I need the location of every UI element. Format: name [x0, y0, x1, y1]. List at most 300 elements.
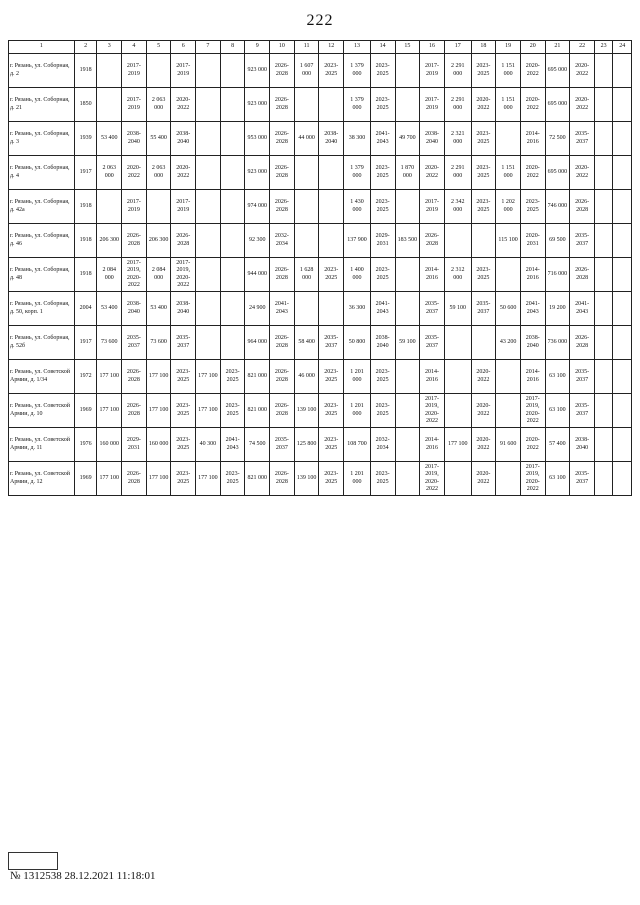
table-cell: 2023-2025	[471, 258, 496, 292]
table-cell	[496, 122, 521, 156]
table-cell: 2026-2028	[270, 394, 295, 428]
table-cell: 2 291 000	[444, 54, 471, 88]
table-cell: 2026-2028	[570, 258, 595, 292]
table-cell: 2020-2022	[471, 428, 496, 462]
table-cell: 821 000	[245, 462, 270, 496]
table-cell	[196, 156, 221, 190]
table-cell: 2026-2028	[122, 462, 147, 496]
table-cell	[594, 88, 613, 122]
table-row	[9, 326, 632, 360]
table-cell	[319, 190, 344, 224]
table-cell	[319, 292, 344, 326]
table-cell	[496, 462, 521, 496]
table-cell: 2020-2022	[520, 156, 545, 190]
table-cell	[196, 54, 221, 88]
table-cell: 944 000	[245, 258, 270, 292]
column-number-cell: 8	[220, 41, 245, 54]
table-cell: 2038-2040	[122, 292, 147, 326]
table-cell	[97, 190, 122, 224]
table-cell	[613, 326, 632, 360]
table-cell: 2023-2025	[319, 258, 344, 292]
table-cell: 137 900	[344, 224, 371, 258]
table-cell: 2020-2022	[471, 394, 496, 428]
table-cell: 49 700	[395, 122, 420, 156]
table-cell: 24 900	[245, 292, 270, 326]
table-cell	[594, 258, 613, 292]
table-cell: 2017-2019	[420, 54, 445, 88]
table-cell: 63 100	[545, 462, 570, 496]
table-cell	[613, 156, 632, 190]
table-cell: 1918	[74, 190, 97, 224]
table-cell: 2014-2016	[520, 360, 545, 394]
table-cell: 115 100	[496, 224, 521, 258]
table-cell: 50 600	[496, 292, 521, 326]
table-cell: 2023-2025	[319, 360, 344, 394]
address-cell: г. Рязань, ул. Соборная, д. 42а	[9, 190, 75, 224]
table-cell: 2 312 000	[444, 258, 471, 292]
column-number-cell: 2	[74, 41, 97, 54]
table-cell: 91 600	[496, 428, 521, 462]
table-cell: 821 000	[245, 394, 270, 428]
table-cell: 923 000	[245, 54, 270, 88]
table-cell: 92 300	[245, 224, 270, 258]
table-cell: 2026-2028	[270, 326, 295, 360]
table-cell	[196, 190, 221, 224]
table-cell: 72 500	[545, 122, 570, 156]
table-cell: 2026-2028	[270, 122, 295, 156]
table-cell	[97, 54, 122, 88]
table-cell: 125 800	[294, 428, 319, 462]
table-cell: 2035-2037	[570, 224, 595, 258]
table-cell: 2041-2043	[370, 122, 395, 156]
table-cell: 974 000	[245, 190, 270, 224]
table-cell	[594, 224, 613, 258]
table-cell: 2023-2025	[471, 156, 496, 190]
table-cell: 1 379 000	[344, 156, 371, 190]
table-cell: 2038-2040	[370, 326, 395, 360]
column-number-cell: 1	[9, 41, 75, 54]
table-cell: 2029-2031	[370, 224, 395, 258]
column-number-cell: 3	[97, 41, 122, 54]
table-cell	[613, 54, 632, 88]
address-cell: г. Рязань, ул. Соборная, д. 46	[9, 224, 75, 258]
table-cell: 746 000	[545, 190, 570, 224]
column-number-cell: 13	[344, 41, 371, 54]
table-cell: 2026-2028	[122, 360, 147, 394]
table-cell: 57 400	[545, 428, 570, 462]
table-cell: 2026-2028	[270, 360, 295, 394]
table-cell: 2023-2025	[171, 360, 196, 394]
table-cell: 1 151 000	[496, 88, 521, 122]
table-cell: 2004	[74, 292, 97, 326]
table-cell: 2035-2037	[319, 326, 344, 360]
table-cell: 2023-2025	[370, 156, 395, 190]
table-cell: 2023-2025	[171, 462, 196, 496]
table-cell: 2035-2037	[420, 326, 445, 360]
table-cell: 177 100	[146, 394, 171, 428]
table-cell	[594, 462, 613, 496]
table-cell	[444, 224, 471, 258]
table-cell: 2020-2022	[520, 88, 545, 122]
table-cell: 2038-2040	[319, 122, 344, 156]
table-cell: 2023-2025	[370, 360, 395, 394]
table-cell: 2017-2019, 2020-2022	[520, 462, 545, 496]
table-cell: 2014-2016	[420, 360, 445, 394]
table-row	[9, 292, 632, 326]
table-cell: 63 100	[545, 394, 570, 428]
column-number-cell: 10	[270, 41, 295, 54]
table-cell: 2 063 000	[146, 156, 171, 190]
table-cell: 58 400	[294, 326, 319, 360]
table-cell: 964 000	[245, 326, 270, 360]
table-cell	[196, 292, 221, 326]
column-number-cell: 15	[395, 41, 420, 54]
table-cell: 1976	[74, 428, 97, 462]
table-cell: 2023-2025	[319, 462, 344, 496]
table-cell: 1918	[74, 54, 97, 88]
table-cell	[496, 258, 521, 292]
table-cell: 2023-2025	[471, 122, 496, 156]
table-cell: 53 400	[97, 122, 122, 156]
table-cell: 2 084 000	[146, 258, 171, 292]
table-cell: 2032-2034	[270, 224, 295, 258]
column-number-cell: 16	[420, 41, 445, 54]
table-cell: 73 600	[146, 326, 171, 360]
table-cell	[97, 88, 122, 122]
table-cell	[613, 224, 632, 258]
table-cell: 2035-2037	[570, 122, 595, 156]
table-row	[9, 190, 632, 224]
table-cell	[613, 122, 632, 156]
table-cell	[395, 462, 420, 496]
table-cell	[471, 224, 496, 258]
table-cell: 206 300	[146, 224, 171, 258]
table-cell: 2032-2034	[370, 428, 395, 462]
register-table-container	[8, 40, 632, 496]
table-row	[9, 258, 632, 292]
table-cell: 2023-2025	[370, 88, 395, 122]
table-cell: 2038-2040	[171, 122, 196, 156]
table-cell: 55 400	[146, 122, 171, 156]
table-cell: 736 000	[545, 326, 570, 360]
table-row	[9, 394, 632, 428]
column-number-cell: 4	[122, 41, 147, 54]
table-cell: 2035-2037	[570, 360, 595, 394]
table-cell	[220, 258, 245, 292]
table-cell	[613, 428, 632, 462]
table-cell: 2020-2022	[570, 156, 595, 190]
column-number-cell: 7	[196, 41, 221, 54]
table-cell	[613, 462, 632, 496]
table-cell: 2023-2025	[370, 54, 395, 88]
table-cell	[196, 224, 221, 258]
table-cell: 2 063 000	[97, 156, 122, 190]
table-cell: 2026-2028	[171, 224, 196, 258]
table-cell: 2026-2028	[270, 462, 295, 496]
table-cell: 1972	[74, 360, 97, 394]
table-cell: 923 000	[245, 156, 270, 190]
table-cell	[196, 88, 221, 122]
table-cell: 2023-2025	[220, 394, 245, 428]
table-cell: 821 000	[245, 360, 270, 394]
column-number-cell: 6	[171, 41, 196, 54]
table-cell: 1 151 000	[496, 54, 521, 88]
table-cell: 2035-2037	[270, 428, 295, 462]
table-cell: 1 400 000	[344, 258, 371, 292]
table-cell: 2026-2028	[570, 326, 595, 360]
table-cell	[146, 190, 171, 224]
table-cell: 108 700	[344, 428, 371, 462]
table-cell: 2026-2028	[270, 258, 295, 292]
table-cell	[319, 156, 344, 190]
table-cell: 2026-2028	[270, 54, 295, 88]
table-cell: 953 000	[245, 122, 270, 156]
table-cell: 1 430 000	[344, 190, 371, 224]
table-cell	[594, 360, 613, 394]
column-number-cell: 20	[520, 41, 545, 54]
table-cell: 2023-2025	[220, 462, 245, 496]
table-cell	[594, 54, 613, 88]
address-cell: г. Рязань, ул. Соборная, д. 2	[9, 54, 75, 88]
table-cell: 2020-2022	[471, 360, 496, 394]
table-cell: 695 000	[545, 54, 570, 88]
table-row	[9, 360, 632, 394]
table-cell	[395, 428, 420, 462]
table-cell: 2035-2037	[570, 394, 595, 428]
table-cell: 2020-2022	[420, 156, 445, 190]
registry-stamp	[8, 852, 58, 870]
table-cell: 160 000	[146, 428, 171, 462]
table-cell: 1969	[74, 394, 97, 428]
table-cell: 2020-2022	[570, 54, 595, 88]
table-cell: 53 400	[146, 292, 171, 326]
table-cell: 2017-2019, 2020-2022	[122, 258, 147, 292]
table-cell: 2023-2025	[220, 360, 245, 394]
table-cell: 1 379 000	[344, 88, 371, 122]
table-cell: 2038-2040	[570, 428, 595, 462]
table-cell: 53 400	[97, 292, 122, 326]
table-cell: 1918	[74, 258, 97, 292]
table-cell	[196, 258, 221, 292]
table-cell: 1 201 000	[344, 462, 371, 496]
table-row	[9, 428, 632, 462]
table-cell: 43 200	[496, 326, 521, 360]
table-cell	[613, 394, 632, 428]
table-cell: 2 084 000	[97, 258, 122, 292]
table-cell: 177 100	[196, 394, 221, 428]
table-cell: 2017-2019	[171, 190, 196, 224]
table-cell: 2020-2022	[122, 156, 147, 190]
address-cell: г. Рязань, ул. Советской Армии, д. 10	[9, 394, 75, 428]
table-cell: 2026-2028	[270, 88, 295, 122]
table-cell	[395, 360, 420, 394]
table-cell: 2023-2025	[171, 394, 196, 428]
table-cell: 1 151 000	[496, 156, 521, 190]
table-cell	[444, 360, 471, 394]
table-cell	[594, 190, 613, 224]
address-cell: г. Рязань, ул. Советской Армии, д. 1/34	[9, 360, 75, 394]
address-cell: г. Рязань, ул. Советской Армии, д. 12	[9, 462, 75, 496]
table-cell: 2017-2019	[122, 88, 147, 122]
table-cell: 1969	[74, 462, 97, 496]
table-cell: 2035-2037	[471, 292, 496, 326]
table-cell: 38 300	[344, 122, 371, 156]
table-cell: 177 100	[97, 394, 122, 428]
table-cell: 2035-2037	[171, 326, 196, 360]
table-cell	[444, 326, 471, 360]
table-cell: 2035-2037	[420, 292, 445, 326]
table-cell: 206 300	[97, 224, 122, 258]
table-cell	[220, 156, 245, 190]
table-cell: 2023-2025	[319, 54, 344, 88]
table-cell: 2017-2019	[420, 88, 445, 122]
table-cell: 2020-2022	[171, 156, 196, 190]
table-cell	[220, 88, 245, 122]
table-cell	[220, 224, 245, 258]
register-table	[8, 40, 632, 496]
table-cell: 44 000	[294, 122, 319, 156]
table-cell: 2 321 000	[444, 122, 471, 156]
table-cell: 2020-2022	[471, 462, 496, 496]
table-cell: 63 100	[545, 360, 570, 394]
table-cell	[613, 292, 632, 326]
table-cell: 2017-2019	[122, 54, 147, 88]
table-cell: 2 291 000	[444, 156, 471, 190]
table-cell: 177 100	[146, 462, 171, 496]
table-cell	[319, 88, 344, 122]
table-cell: 2041-2043	[570, 292, 595, 326]
column-number-cell: 18	[471, 41, 496, 54]
table-cell: 74 500	[245, 428, 270, 462]
address-cell: г. Рязань, ул. Советской Армии, д. 11	[9, 428, 75, 462]
table-cell: 2038-2040	[420, 122, 445, 156]
table-cell: 177 100	[444, 428, 471, 462]
page-number: 222	[306, 12, 334, 29]
column-number-cell: 11	[294, 41, 319, 54]
table-cell: 1 870 000	[395, 156, 420, 190]
table-cell: 2023-2025	[370, 462, 395, 496]
table-cell: 2038-2040	[171, 292, 196, 326]
table-cell	[294, 88, 319, 122]
table-cell	[444, 462, 471, 496]
table-cell: 716 000	[545, 258, 570, 292]
table-cell: 2020-2031	[520, 224, 545, 258]
table-cell	[613, 190, 632, 224]
table-cell: 2026-2028	[570, 190, 595, 224]
table-cell: 2023-2025	[520, 190, 545, 224]
column-number-cell: 24	[613, 41, 632, 54]
table-cell: 2023-2025	[370, 190, 395, 224]
table-cell	[319, 224, 344, 258]
table-cell: 1 201 000	[344, 360, 371, 394]
column-number-cell: 17	[444, 41, 471, 54]
table-cell: 2020-2022	[471, 88, 496, 122]
table-cell: 2014-2016	[520, 122, 545, 156]
column-number-row	[9, 41, 632, 54]
table-row	[9, 462, 632, 496]
table-cell: 2023-2025	[370, 394, 395, 428]
table-cell: 2041-2043	[370, 292, 395, 326]
table-cell	[594, 156, 613, 190]
table-cell: 2023-2025	[171, 428, 196, 462]
document-registration-note: № 1312538 28.12.2021 11:18:01	[10, 870, 156, 882]
table-cell	[395, 292, 420, 326]
table-cell: 46 000	[294, 360, 319, 394]
table-row	[9, 54, 632, 88]
table-cell	[594, 394, 613, 428]
address-cell: г. Рязань, ул. Соборная, д. 52б	[9, 326, 75, 360]
table-cell: 177 100	[97, 462, 122, 496]
table-cell	[613, 258, 632, 292]
table-cell	[395, 54, 420, 88]
table-cell: 2041-2043	[220, 428, 245, 462]
table-cell: 2023-2025	[319, 428, 344, 462]
table-row	[9, 122, 632, 156]
table-cell: 139 100	[294, 394, 319, 428]
column-number-cell: 21	[545, 41, 570, 54]
table-cell	[496, 394, 521, 428]
table-cell: 2023-2025	[471, 54, 496, 88]
table-cell	[594, 122, 613, 156]
table-row	[9, 224, 632, 258]
table-cell	[444, 394, 471, 428]
address-cell: г. Рязань, ул. Соборная, д. 50, корп. 1	[9, 292, 75, 326]
table-cell: 59 100	[395, 326, 420, 360]
table-cell: 73 600	[97, 326, 122, 360]
table-cell: 2014-2016	[520, 258, 545, 292]
table-cell: 19 200	[545, 292, 570, 326]
table-cell: 2035-2037	[570, 462, 595, 496]
table-cell	[395, 88, 420, 122]
table-body	[9, 54, 632, 496]
column-number-cell: 23	[594, 41, 613, 54]
table-cell	[594, 292, 613, 326]
table-cell: 2014-2016	[420, 258, 445, 292]
table-cell: 160 000	[97, 428, 122, 462]
table-cell: 183 500	[395, 224, 420, 258]
table-cell: 923 000	[245, 88, 270, 122]
table-cell	[395, 394, 420, 428]
column-number-cell: 12	[319, 41, 344, 54]
address-cell: г. Рязань, ул. Соборная, д. 48	[9, 258, 75, 292]
table-cell: 2 063 000	[146, 88, 171, 122]
address-cell: г. Рязань, ул. Соборная, д. 21	[9, 88, 75, 122]
column-number-cell: 9	[245, 41, 270, 54]
table-cell: 2017-2019, 2020-2022	[520, 394, 545, 428]
address-cell: г. Рязань, ул. Соборная, д. 4	[9, 156, 75, 190]
column-number-cell: 14	[370, 41, 395, 54]
table-cell: 2014-2016	[420, 428, 445, 462]
table-cell	[196, 326, 221, 360]
table-cell: 40 300	[196, 428, 221, 462]
table-cell	[294, 190, 319, 224]
table-cell: 177 100	[196, 360, 221, 394]
table-cell: 2038-2040	[520, 326, 545, 360]
table-cell: 1 202 000	[496, 190, 521, 224]
table-cell: 1939	[74, 122, 97, 156]
table-cell: 2038-2040	[122, 122, 147, 156]
column-number-cell: 22	[570, 41, 595, 54]
table-cell: 59 100	[444, 292, 471, 326]
table-cell: 139 100	[294, 462, 319, 496]
table-cell	[220, 292, 245, 326]
table-cell: 2023-2025	[471, 190, 496, 224]
table-cell: 1 201 000	[344, 394, 371, 428]
table-cell: 1 379 000	[344, 54, 371, 88]
table-cell	[146, 54, 171, 88]
table-cell: 177 100	[97, 360, 122, 394]
table-cell: 2041-2043	[520, 292, 545, 326]
